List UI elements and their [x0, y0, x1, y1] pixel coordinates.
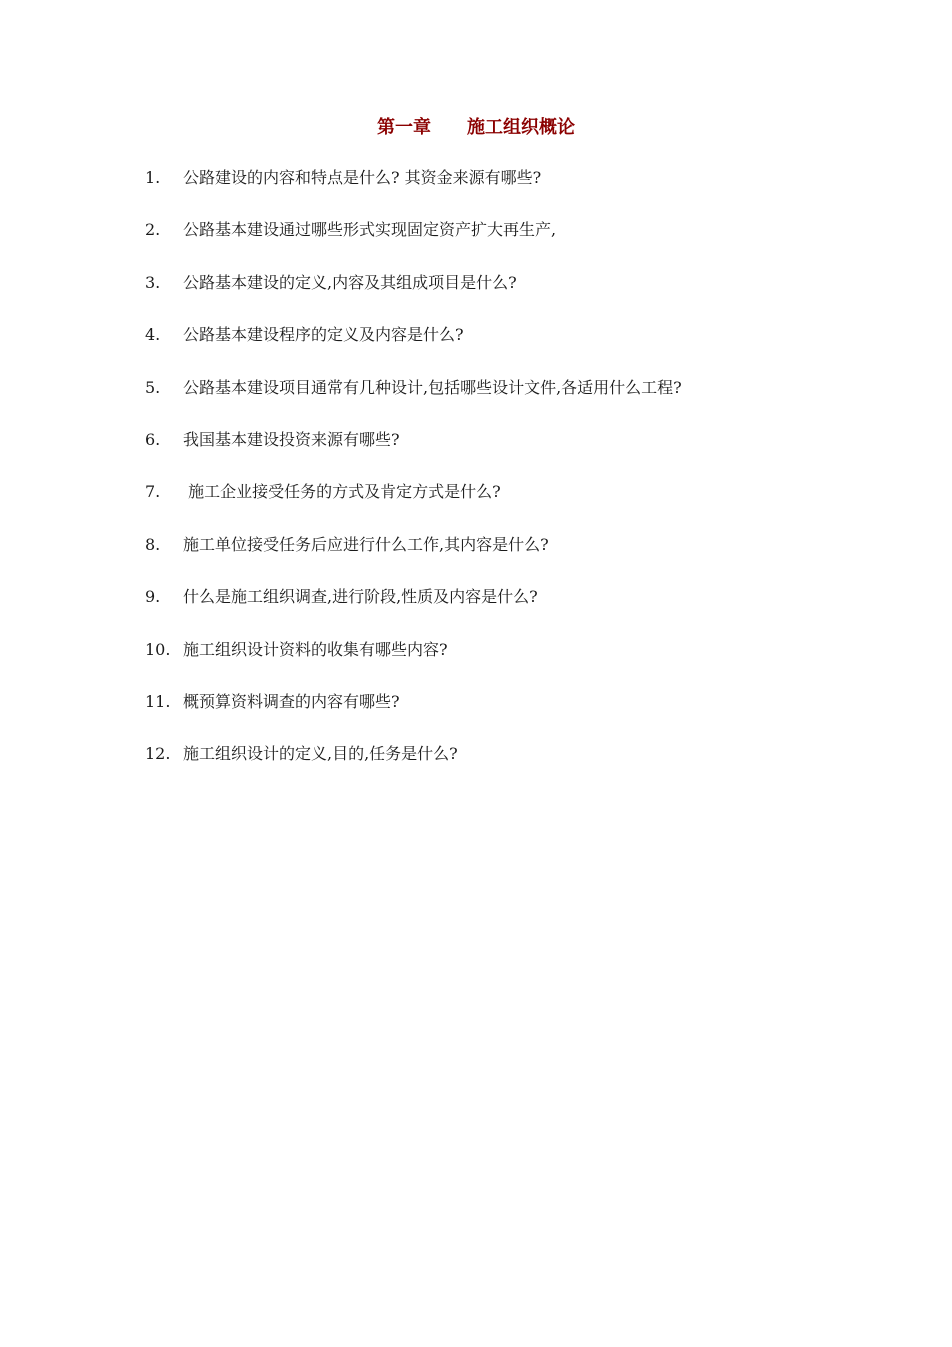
question-number: 3.	[145, 272, 161, 292]
question-item	[145, 478, 865, 530]
question-text: 我国基本建设投资来源有哪些?	[183, 429, 400, 449]
question-number: 2.	[145, 220, 161, 240]
question-number: 5.	[145, 377, 161, 397]
question-number: 10.	[145, 639, 171, 659]
question-item	[145, 583, 865, 635]
question-item	[145, 269, 865, 321]
question-list	[145, 164, 865, 793]
question-number: 8.	[145, 534, 161, 554]
question-text: 施工单位接受任务后应进行什么工作,其内容是什么?	[183, 534, 549, 554]
question-number: 6.	[145, 429, 161, 449]
question-text: 公路建设的内容和特点是什么? 其资金来源有哪些?	[183, 168, 542, 187]
question-item	[145, 740, 865, 792]
question-text: 什么是施工组织调查,进行阶段,性质及内容是什么?	[183, 587, 538, 607]
question-item	[145, 688, 865, 740]
question-text: 公路基本建设项目通常有几种设计,包括哪些设计文件,各适用什么工程?	[183, 377, 682, 397]
question-number: 4.	[145, 325, 161, 345]
question-text: 施工组织设计资料的收集有哪些内容?	[183, 639, 448, 659]
question-item	[145, 426, 865, 478]
question-item	[145, 216, 865, 268]
question-text: 概预算资料调查的内容有哪些?	[183, 691, 400, 711]
question-item	[145, 636, 865, 688]
question-item	[145, 531, 865, 583]
question-text: 施工企业接受任务的方式及肯定方式是什么?	[183, 482, 501, 502]
question-item	[145, 321, 865, 373]
question-number: 9.	[145, 587, 161, 607]
question-number: 12.	[145, 744, 171, 764]
question-text: 公路基本建设通过哪些形式实现固定资产扩大再生产,	[183, 220, 557, 240]
question-text: 公路基本建设的定义,内容及其组成项目是什么?	[183, 272, 517, 292]
question-number: 11.	[145, 691, 171, 711]
question-number: 1.	[145, 168, 161, 187]
question-item	[145, 374, 865, 426]
question-text: 施工组织设计的定义,目的,任务是什么?	[183, 744, 458, 764]
question-number: 7.	[145, 482, 161, 502]
question-text: 公路基本建设程序的定义及内容是什么?	[183, 325, 464, 345]
question-item	[145, 164, 865, 216]
chapter-title: 第一章 施工组织概论	[377, 117, 575, 138]
